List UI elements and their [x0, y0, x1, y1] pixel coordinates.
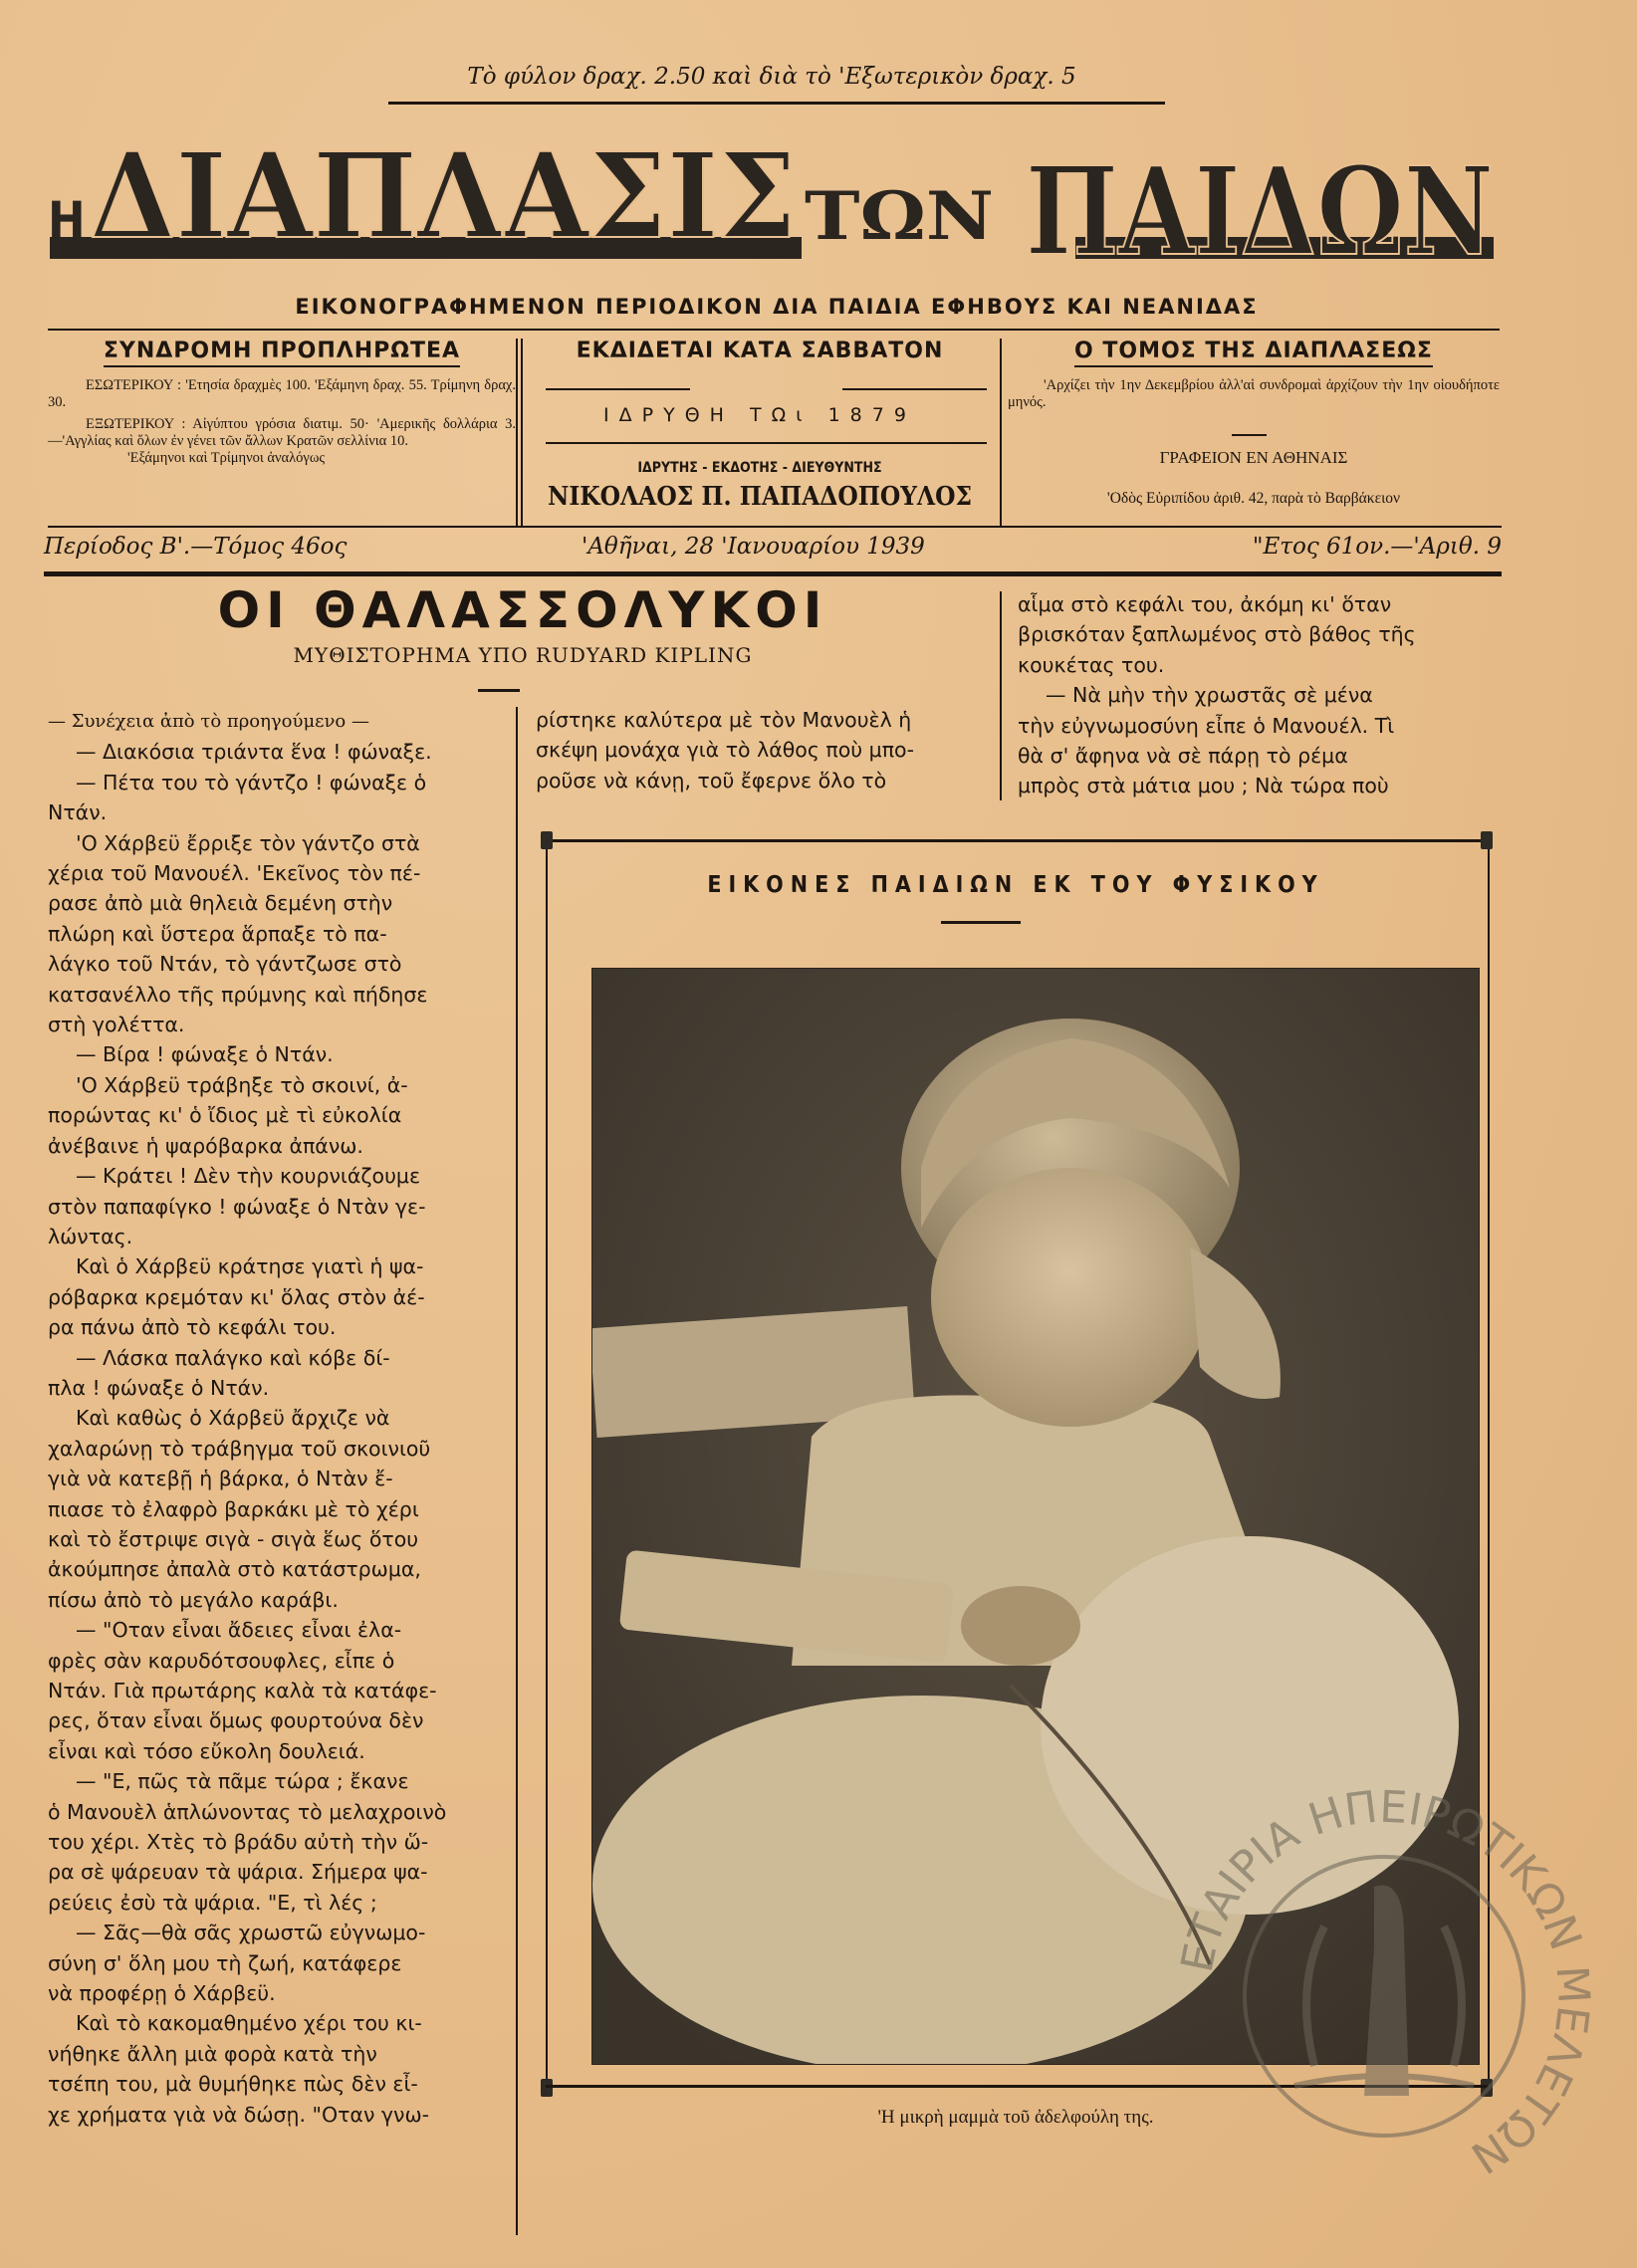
article-line: κουκέτας του. — [1018, 652, 1165, 677]
article-line: λάγκο τοῦ Ντάν, τὸ γάντζωσε στὸ — [48, 952, 402, 977]
masthead-subtitle: ΕΙΚΟΝΟΓΡΑΦΗΜΕΝΟΝ ΠΕΡΙΟΔΙΚΟΝ ΔΙΑ ΠΑΙΔΙΑ ΕΦΗΒΟΥΣ ΚΑΙ ΝΕΑΝΙΔΑΣ — [295, 295, 1259, 319]
article-line: ρες, ὅταν εἶναι ὅμως φουρτούνα δὲν — [48, 1708, 424, 1733]
article-line: πλα ! φώναξε ὁ Ντάν. — [48, 1375, 270, 1400]
article-line: ρα σὲ ψάρευαν τὰ ψάρια. Σήμερα ψα- — [48, 1860, 428, 1885]
article-line: του χέρι. Χτὲς τὸ βράδυ αὐτὴ τὴν ὥ- — [48, 1830, 429, 1855]
article-line: — Κράτει ! Δὲν τὴν κουρνιάζουμε — [76, 1164, 421, 1189]
divider — [1000, 339, 1002, 526]
article-line: μπρὸς στὰ μάτια μου ; Νὰ τώρα ποὺ — [1018, 774, 1389, 798]
article-line: Ντάν. — [48, 800, 108, 825]
divider — [941, 921, 1021, 924]
publisher-roles: ΙΔΡΥΤΗΣ - ΕΚΔΟΤΗΣ - ΔΙΕΥΘΥΝΤΗΣ — [637, 460, 882, 476]
subtitle-rule — [48, 329, 1500, 331]
masthead-logo — [40, 129, 1498, 269]
frame-corner — [541, 2079, 553, 2097]
publication-heading: ΕΚΔΙΔΕΤΑΙ ΚΑΤΑ ΣΑΒΒΑΤΟΝ — [576, 339, 944, 363]
svg-text:Η: Η — [48, 191, 86, 249]
article-line: πορώντας κι' ὁ ἴδιος μὲ τὶ εὐκολία — [48, 1103, 402, 1128]
article-line: πιασε τὸ ἐλαφρὸ βαρκάκι μὲ τὸ χέρι — [48, 1496, 419, 1521]
article-line: σκέψη μονάχα γιὰ τὸ λάθος ποὺ μπο- — [536, 738, 914, 763]
volume-heading: Ο ΤΟΜΟΣ ΤΗΣ ΔΙΑΠΛΑΣΕΩΣ — [1074, 339, 1433, 367]
article-line: ὁ Μανουὲλ ἁπλώνοντας τὸ μελαχροινὸ — [48, 1799, 447, 1824]
article-line: — Πέτα του τὸ γάντζο ! φώναξε ὁ — [76, 770, 427, 794]
article-line: καὶ τὸ ἔστριψε σιγὰ - σιγὰ ἕως ὅτου — [48, 1526, 419, 1551]
article-line: γιὰ νὰ κατεβῇ ἡ βάρκα, ὁ Ντὰν ἔ- — [48, 1467, 393, 1491]
article-line: θὰ σ' ἄφηνα νὰ σὲ πάρῃ τὸ ρέμα — [1018, 744, 1348, 769]
divider — [842, 388, 987, 390]
article-column-2 — [536, 705, 994, 795]
archive-stamp — [1175, 1767, 1593, 2205]
article-line: ρίστηκε καλύτερα μὲ τὸν Μανουὲλ ἡ — [536, 708, 912, 732]
svg-text:ΠΑΙΔΩΝ: ΠΑΙΔΩΝ — [1026, 139, 1494, 269]
article-line: Ντάν. Γιὰ πρωτάρης καλὰ τὰ κατάφε- — [48, 1679, 437, 1702]
price-line: Τὸ φύλον δραχ. 2.50 καὶ διὰ τὸ 'Εξωτερικὸν δραχ. 5 — [467, 64, 1076, 90]
editor-name: ΝΙΚΟΛΑΟΣ Π. ΠΑΠΑΔΟΠΟΥΛΟΣ — [547, 482, 973, 512]
issue-period: Περίοδος Β'.—Τόμος 46ος — [44, 534, 348, 560]
article-line: ἀκούμπησε ἀπαλὰ στὸ κατάστρωμα, — [48, 1557, 421, 1582]
article-line: Καὶ ὁ Χάρβεϋ κράτησε γιατὶ ἡ ψα- — [76, 1254, 424, 1279]
issue-date: 'Αθῆναι, 28 'Ιανουαρίου 1939 — [582, 534, 925, 560]
article-line: χαλαρώνῃ τὸ τράβηγμα τοῦ σκοινιοῦ — [48, 1436, 431, 1461]
article-line: Καὶ τὸ κακομαθημένο χέρι του κι- — [76, 2011, 422, 2036]
subscription-note: 'Εξάμηνοι καὶ Τρίμηνοι ἀναλόγως — [127, 450, 326, 466]
article-line: — Λάσκα παλάγκο καὶ κόβε δί- — [76, 1345, 390, 1370]
article-line: φρὲς σὰν καρυδότσουφλες, εἶπε ὁ — [48, 1648, 395, 1673]
article-line: — "Ε, πῶς τὰ πᾶμε τώρα ; ἔκανε — [76, 1769, 409, 1794]
issue-number: "Ετος 61ον.—'Αριθ. 9 — [1252, 534, 1502, 560]
article-column-1 — [48, 707, 508, 2130]
article-line: ρασε ἀπὸ μιὰ θηλειὰ δεμένη στὴν — [48, 891, 393, 916]
svg-text:ΔΙΑΠΛΑΣΙΣ: ΔΙΑΠΛΑΣΙΣ — [90, 129, 797, 265]
divider — [546, 388, 690, 390]
divider — [1232, 434, 1267, 436]
article-line: — "Οταν εἶναι ἄδειες εἶναι ἐλα- — [76, 1618, 402, 1643]
publication-box — [526, 339, 994, 524]
article-line: στὸν παπαφίγκο ! φώναξε ὁ Ντὰν γε- — [48, 1194, 426, 1219]
office-address: 'Οδὸς Εὐριπίδου ἀριθ. 42, παρὰ τὸ Βαρβάκειον — [1106, 490, 1401, 507]
article-line: — Σᾶς—θὰ σᾶς χρωστῶ εὐγνωμο- — [76, 1921, 426, 1945]
office-heading: ΓΡΑΦΕΙΟΝ ΕΝ ΑΘΗΝΑΙΣ — [1159, 448, 1348, 467]
figure-heading: ΕΙΚΟΝΕΣ ΠΑΙΔΙΩΝ ΕΚ ΤΟΥ ΦΥΣΙΚΟΥ — [707, 872, 1324, 898]
founded-year: ΙΔΡΥΘΗ ΤΩι 1879 — [603, 404, 916, 426]
article-line: ρεύεις ἐσὺ τὰ ψάρια. "Ε, τὶ λές ; — [48, 1890, 377, 1915]
subscription-domestic: ΕΣΩΤΕΡΙΚΟΥ : 'Ετησία δραχμὲς 100. 'Εξάμηνη δραχ. 55. Τρίμηνη δραχ. 30. — [48, 377, 516, 410]
divider — [478, 689, 520, 692]
article-line: ρα πάνω ἀπὸ τὸ κεφάλι του. — [48, 1315, 337, 1340]
svg-text:ΤΩΝ: ΤΩΝ — [805, 177, 994, 255]
svg-text:ΕΤΑΙΡΙΑ ΗΠΕΙΡΩΤΙΚΩΝ ΜΕΛΕΤΩΝ: ΕΤΑΙΡΙΑ ΗΠΕΙΡΩΤΙΚΩΝ ΕΛΕΤΩΝ — [1175, 1781, 1593, 2183]
article-line: στὴ γολέττα. — [48, 1013, 185, 1037]
volume-box — [1008, 339, 1500, 524]
article-line: νὰ προφέρῃ ὁ Χάρβεϋ. — [48, 1981, 276, 2006]
article-line: κατσανέλλο τῆς πρύμνης καὶ πήδησε — [48, 982, 428, 1007]
divider — [48, 526, 1502, 528]
article-line: ροῦσε νὰ κάνῃ, τοῦ ἔφερνε ὅλο τὸ — [536, 768, 887, 793]
article-line: εἶναι καὶ τόσο εὔκολη δουλειά. — [48, 1738, 365, 1763]
figure-caption: 'Η μικρὴ μαμμὰ τοῦ ἀδελφούλη της. — [877, 2107, 1154, 2128]
divider — [516, 339, 518, 526]
frame-corner — [1481, 831, 1493, 849]
frame-corner — [541, 831, 553, 849]
subscription-foreign: ΕΞΩΤΕΡΙΚΟΥ : Αἰγύπτου γρόσια διατιμ. 50· 'Αμερικῆς δολλάρια 3.—'Αγγλίας καὶ ὅλων ἐν γένει τῶν ἄλλων Κρατῶν σελλίνια 10. — [48, 416, 516, 449]
article-line: 'Ο Χάρβεϋ ἔρριξε τὸν γάντζο στὰ — [76, 830, 420, 855]
subscription-heading: ΣΥΝΔΡΟΜΗ ΠΡΟΠΛΗΡΩΤΕΑ — [104, 339, 460, 367]
article-line: ρόβαρκα κρεμόταν κι' ὅλας στὸν ἀέ- — [48, 1284, 425, 1309]
column-rule — [516, 707, 518, 2235]
divider — [521, 339, 523, 526]
article-line: βρισκόταν ξαπλωμένος στὸ βάθος τῆς — [1018, 622, 1416, 647]
article-byline: ΜΥΘΙΣΤΟΡΗΜΑ ΥΠΟ RUDYARD KIPLING — [293, 643, 753, 667]
article-column-3 — [1018, 589, 1496, 801]
article-line: — Νὰ μὴν τὴν χρωστᾶς σὲ μένα — [1046, 683, 1373, 708]
volume-text: 'Αρχίζει τὴν 1ην Δεκεμβρίου ἀλλ'αἱ συνδρομαὶ ἀρχίζουν τὴν 1ην οἱουδήποτε μηνός. — [1008, 377, 1500, 410]
article-line: πίσω ἀπὸ τὸ μεγάλο καράβι. — [48, 1587, 339, 1612]
article-line: ἀνέβαινε ἡ ψαρόβαρκα ἀπάνω. — [48, 1133, 363, 1158]
subscription-box — [48, 339, 516, 524]
article-line: τὴν εὐγνωμοσύνη εἶπε ὁ Μανουέλ. Τὶ — [1018, 713, 1395, 738]
article-line: πλώρη καὶ ὕστερα ἅρπαξε τὸ πα- — [48, 921, 387, 946]
column-rule — [1000, 591, 1002, 800]
issue-info-bar — [44, 534, 1502, 564]
article-line: τσέπη του, μὰ θυμήθηκε πὼς δὲν εἶ- — [48, 2072, 418, 2097]
article-line: χέρια τοῦ Μανουέλ. 'Εκεῖνος τὸν πέ- — [48, 861, 421, 886]
price-rule — [388, 102, 1165, 105]
article-line: αἷμα στὸ κεφάλι του, ἀκόμη κι' ὅταν — [1018, 592, 1392, 616]
article-line: — Διακόσια τριάντα ἕνα ! φώναξε. — [76, 740, 432, 765]
article-line: — Βίρα ! φώναξε ὁ Ντάν. — [76, 1042, 334, 1067]
article-line: 'Ο Χάρβεϋ τράβηξε τὸ σκοινί, ἀ- — [76, 1072, 408, 1097]
article-line: χε χρήματα γιὰ νὰ δώσῃ. "Οταν γνω- — [48, 2102, 430, 2127]
article-line: νήθηκε ἄλλη μιὰ φορὰ κατὰ τὴν — [48, 2041, 377, 2066]
article-line: λώντας. — [48, 1224, 133, 1248]
divider — [546, 442, 987, 444]
article-line: σύνη σ' ὅλη μου τὴ ζωή, κατάφερε — [48, 1950, 402, 1975]
article-line: Καὶ καθὼς ὁ Χάρβεϋ ἄρχιζε νὰ — [76, 1406, 390, 1431]
article-line: — Συνέχεια ἀπὸ τὸ προηγούμενο — — [48, 711, 369, 732]
article-title: ΟΙ ΘΑΛΑΣΣΟΛΥΚΟΙ — [217, 581, 828, 639]
divider — [44, 571, 1502, 576]
